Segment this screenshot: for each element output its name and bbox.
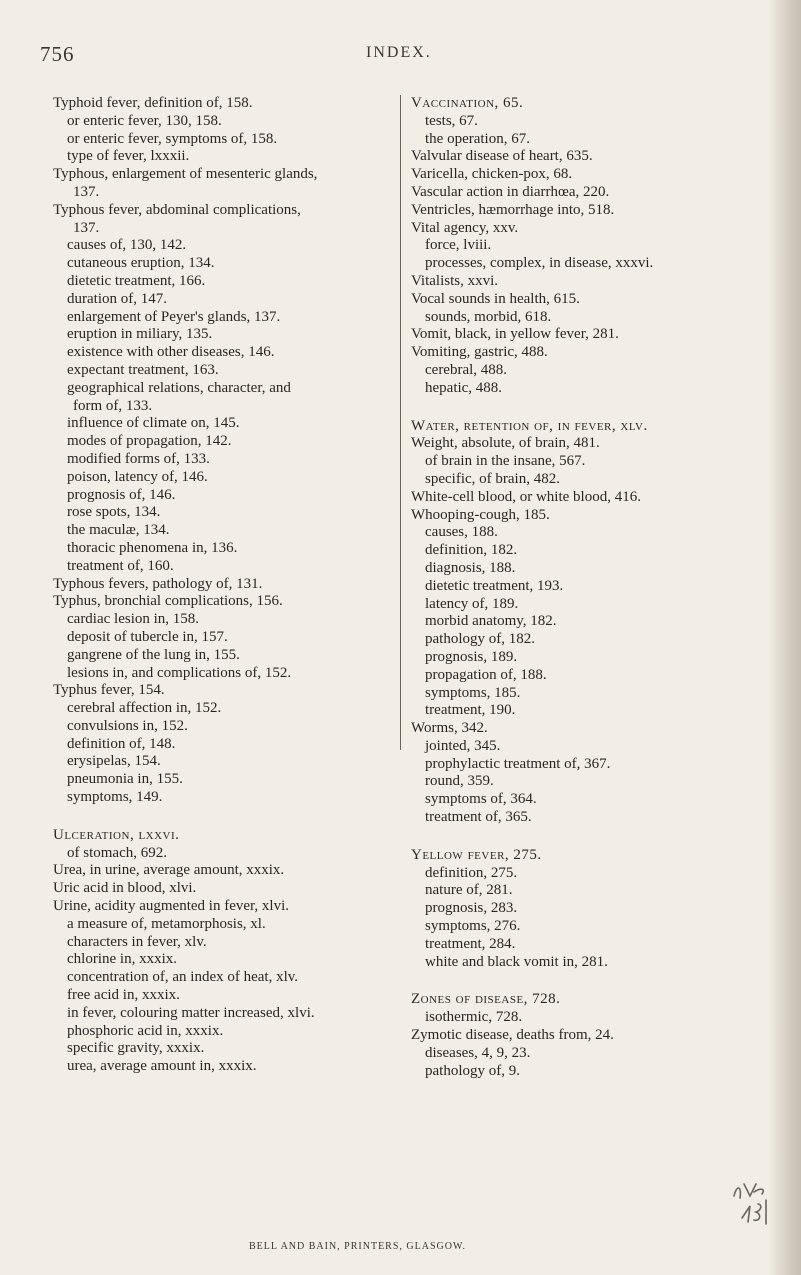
index-entry: Whooping-cough, 185. bbox=[411, 506, 550, 523]
index-subentry: propagation of, 188. bbox=[425, 666, 547, 683]
index-subentry: geographical relations, character, and bbox=[67, 379, 291, 396]
index-subentry: isothermic, 728. bbox=[425, 1009, 523, 1026]
index-subentry: dietetic treatment, 193. bbox=[425, 577, 564, 594]
index-entry: Weight, absolute, of brain, 481. bbox=[411, 435, 600, 452]
index-subentry: definition, 275. bbox=[425, 864, 518, 881]
index-subentry: thoracic phenomena in, 136. bbox=[67, 539, 238, 556]
index-section bbox=[411, 991, 791, 1080]
index-entry: Typhus fever, 154. bbox=[53, 682, 165, 699]
index-subentry: a measure of, metamorphosis, xl. bbox=[67, 915, 266, 932]
index-subentry: morbid anatomy, 182. bbox=[425, 613, 557, 630]
index-subentry: chlorine in, xxxix. bbox=[67, 951, 177, 968]
index-subentry: specific gravity, xxxix. bbox=[67, 1040, 205, 1057]
index-subentry: nature of, 281. bbox=[425, 882, 513, 899]
index-subentry: cardiac lesion in, 158. bbox=[67, 611, 200, 628]
index-subentry: definition, 182. bbox=[425, 542, 518, 559]
index-subentry: pneumonia in, 155. bbox=[67, 771, 183, 788]
index-subentry: treatment of, 365. bbox=[425, 809, 532, 826]
page-header bbox=[0, 42, 801, 68]
index-entry: Varicella, chicken-pox, 68. bbox=[411, 166, 573, 183]
index-subentry: of stomach, 692. bbox=[67, 844, 167, 861]
index-entry: Ulceration, lxxvi. bbox=[53, 826, 180, 843]
index-subentry: pathology of, 182. bbox=[425, 631, 535, 648]
index-subentry: symptoms, 149. bbox=[67, 789, 163, 806]
index-subentry: modes of propagation, 142. bbox=[67, 433, 232, 450]
index-subentry: force, lviii. bbox=[425, 237, 492, 254]
index-subentry: prophylactic treatment of, 367. bbox=[425, 755, 611, 772]
index-subentry: cutaneous eruption, 134. bbox=[67, 255, 215, 272]
index-subentry: diagnosis, 188. bbox=[425, 559, 516, 576]
index-entry: Typhous, enlargement of mesenteric glands, bbox=[53, 166, 318, 183]
index-subentry: 137. bbox=[73, 219, 100, 236]
index-subentry: expectant treatment, 163. bbox=[67, 361, 219, 378]
index-subentry: or enteric fever, symptoms of, 158. bbox=[67, 130, 278, 147]
index-subentry: cerebral, 488. bbox=[425, 361, 508, 378]
index-entry: Yellow fever, 275. bbox=[411, 846, 542, 863]
index-subentry: cerebral affection in, 152. bbox=[67, 700, 222, 717]
index-entry: Typhus, bronchial complications, 156. bbox=[53, 593, 283, 610]
index-entry: Vomiting, gastric, 488. bbox=[411, 344, 548, 361]
index-subentry: prognosis, 283. bbox=[425, 900, 518, 917]
index-subentry: prognosis, 189. bbox=[425, 648, 518, 665]
index-subentry: or enteric fever, 130, 158. bbox=[67, 112, 222, 129]
index-subentry: jointed, 345. bbox=[425, 737, 501, 754]
index-subentry: influence of climate on, 145. bbox=[67, 415, 240, 432]
index-entry: Ventricles, hæmorrhage into, 518. bbox=[411, 201, 615, 218]
handwritten-mark bbox=[728, 1178, 776, 1226]
index-entry: Typhous fever, abdominal complications, bbox=[53, 201, 301, 218]
index-subentry: specific, of brain, 482. bbox=[425, 470, 560, 487]
index-entry: Vital agency, xxv. bbox=[411, 219, 519, 236]
index-subentry: symptoms, 185. bbox=[425, 684, 521, 701]
index-subentry: erysipelas, 154. bbox=[67, 753, 161, 770]
index-entry: Zones of disease, 728. bbox=[411, 991, 561, 1008]
index-entry: Vaccination, 65. bbox=[411, 95, 524, 111]
index-subentry: sounds, morbid, 618. bbox=[425, 308, 552, 325]
index-subentry: symptoms of, 364. bbox=[425, 791, 537, 808]
index-subentry: round, 359. bbox=[425, 773, 494, 790]
index-subentry: characters in fever, xlv. bbox=[67, 933, 207, 950]
index-subentry: definition of, 148. bbox=[67, 735, 176, 752]
index-subentry: lesions in, and complications of, 152. bbox=[67, 664, 292, 681]
index-subentry: latency of, 189. bbox=[425, 595, 519, 612]
index-subentry: poison, latency of, 146. bbox=[67, 468, 208, 485]
index-subentry: enlargement of Peyer's glands, 137. bbox=[67, 308, 281, 325]
index-subentry: tests, 67. bbox=[425, 112, 478, 129]
index-subentry: of brain in the insane, 567. bbox=[425, 453, 586, 470]
printer-imprint: BELL AND BAIN, PRINTERS, GLASGOW. bbox=[249, 1241, 466, 1252]
index-entry: Worms, 342. bbox=[411, 720, 488, 737]
index-subentry: existence with other diseases, 146. bbox=[67, 344, 275, 361]
index-subentry: type of fever, lxxxii. bbox=[67, 148, 190, 165]
index-subentry: pathology of, 9. bbox=[425, 1062, 520, 1079]
index-subentry: treatment of, 160. bbox=[67, 557, 174, 574]
index-subentry: treatment, 284. bbox=[425, 935, 516, 952]
index-section bbox=[53, 95, 398, 807]
index-subentry: diseases, 4, 9, 23. bbox=[425, 1044, 531, 1061]
index-subentry: white and black vomit in, 281. bbox=[425, 953, 608, 970]
index-entry: Vascular action in diarrhœa, 220. bbox=[411, 183, 610, 200]
index-section bbox=[411, 847, 791, 972]
index-subentry: urea, average amount in, xxxix. bbox=[67, 1058, 257, 1075]
index-subentry: duration of, 147. bbox=[67, 290, 167, 307]
index-subentry: eruption in miliary, 135. bbox=[67, 326, 213, 343]
index-entry: Water, retention of, in fever, xlv. bbox=[411, 417, 648, 434]
index-subentry: causes, 188. bbox=[425, 524, 498, 541]
page-title: INDEX. bbox=[366, 44, 432, 61]
index-entry: Vomit, black, in yellow fever, 281. bbox=[411, 326, 619, 343]
index-subentry: gangrene of the lung in, 155. bbox=[67, 646, 240, 663]
index-subentry: convulsions in, 152. bbox=[67, 717, 188, 734]
index-subentry: form of, 133. bbox=[73, 397, 153, 414]
index-entry: Vocal sounds in health, 615. bbox=[411, 290, 580, 307]
index-subentry: phosphoric acid in, xxxix. bbox=[67, 1022, 224, 1039]
index-subentry: treatment, 190. bbox=[425, 702, 516, 719]
index-entry: Typhoid fever, definition of, 158. bbox=[53, 95, 253, 111]
index-subentry: modified forms of, 133. bbox=[67, 450, 210, 467]
index-entry: Uric acid in blood, xlvi. bbox=[53, 880, 197, 897]
index-subentry: concentration of, an index of heat, xlv. bbox=[67, 969, 299, 986]
index-subentry: dietetic treatment, 166. bbox=[67, 272, 206, 289]
index-subentry: symptoms, 276. bbox=[425, 918, 521, 935]
index-subentry: prognosis of, 146. bbox=[67, 486, 176, 503]
index-entry: Urea, in urine, average amount, xxxix. bbox=[53, 862, 285, 879]
index-subentry: deposit of tubercle in, 157. bbox=[67, 628, 228, 645]
index-entry: Typhous fevers, pathology of, 131. bbox=[53, 575, 263, 592]
index-section bbox=[411, 418, 791, 827]
index-section bbox=[53, 827, 398, 1076]
index-entry: Valvular disease of heart, 635. bbox=[411, 148, 593, 165]
index-subentry: rose spots, 134. bbox=[67, 504, 161, 521]
index-subentry: 137. bbox=[73, 183, 100, 200]
index-entry: Zymotic disease, deaths from, 24. bbox=[411, 1027, 614, 1044]
index-column-left bbox=[53, 95, 398, 1076]
index-subentry: causes of, 130, 142. bbox=[67, 237, 187, 254]
index-section bbox=[411, 95, 791, 398]
index-subentry: free acid in, xxxix. bbox=[67, 987, 180, 1004]
index-subentry: in fever, colouring matter increased, xlvi. bbox=[67, 1004, 315, 1021]
index-subentry: processes, complex, in disease, xxxvi. bbox=[425, 255, 654, 272]
index-column-right bbox=[411, 95, 791, 1080]
index-entry: Urine, acidity augmented in fever, xlvi. bbox=[53, 898, 289, 915]
index-subentry: the maculæ, 134. bbox=[67, 522, 170, 539]
index-subentry: the operation, 67. bbox=[425, 130, 530, 147]
index-entry: Vitalists, xxvi. bbox=[411, 272, 499, 289]
index-entry: White-cell blood, or white blood, 416. bbox=[411, 488, 641, 505]
page-number: 756 bbox=[40, 42, 75, 66]
column-divider bbox=[400, 95, 401, 750]
index-subentry: hepatic, 488. bbox=[425, 379, 503, 396]
